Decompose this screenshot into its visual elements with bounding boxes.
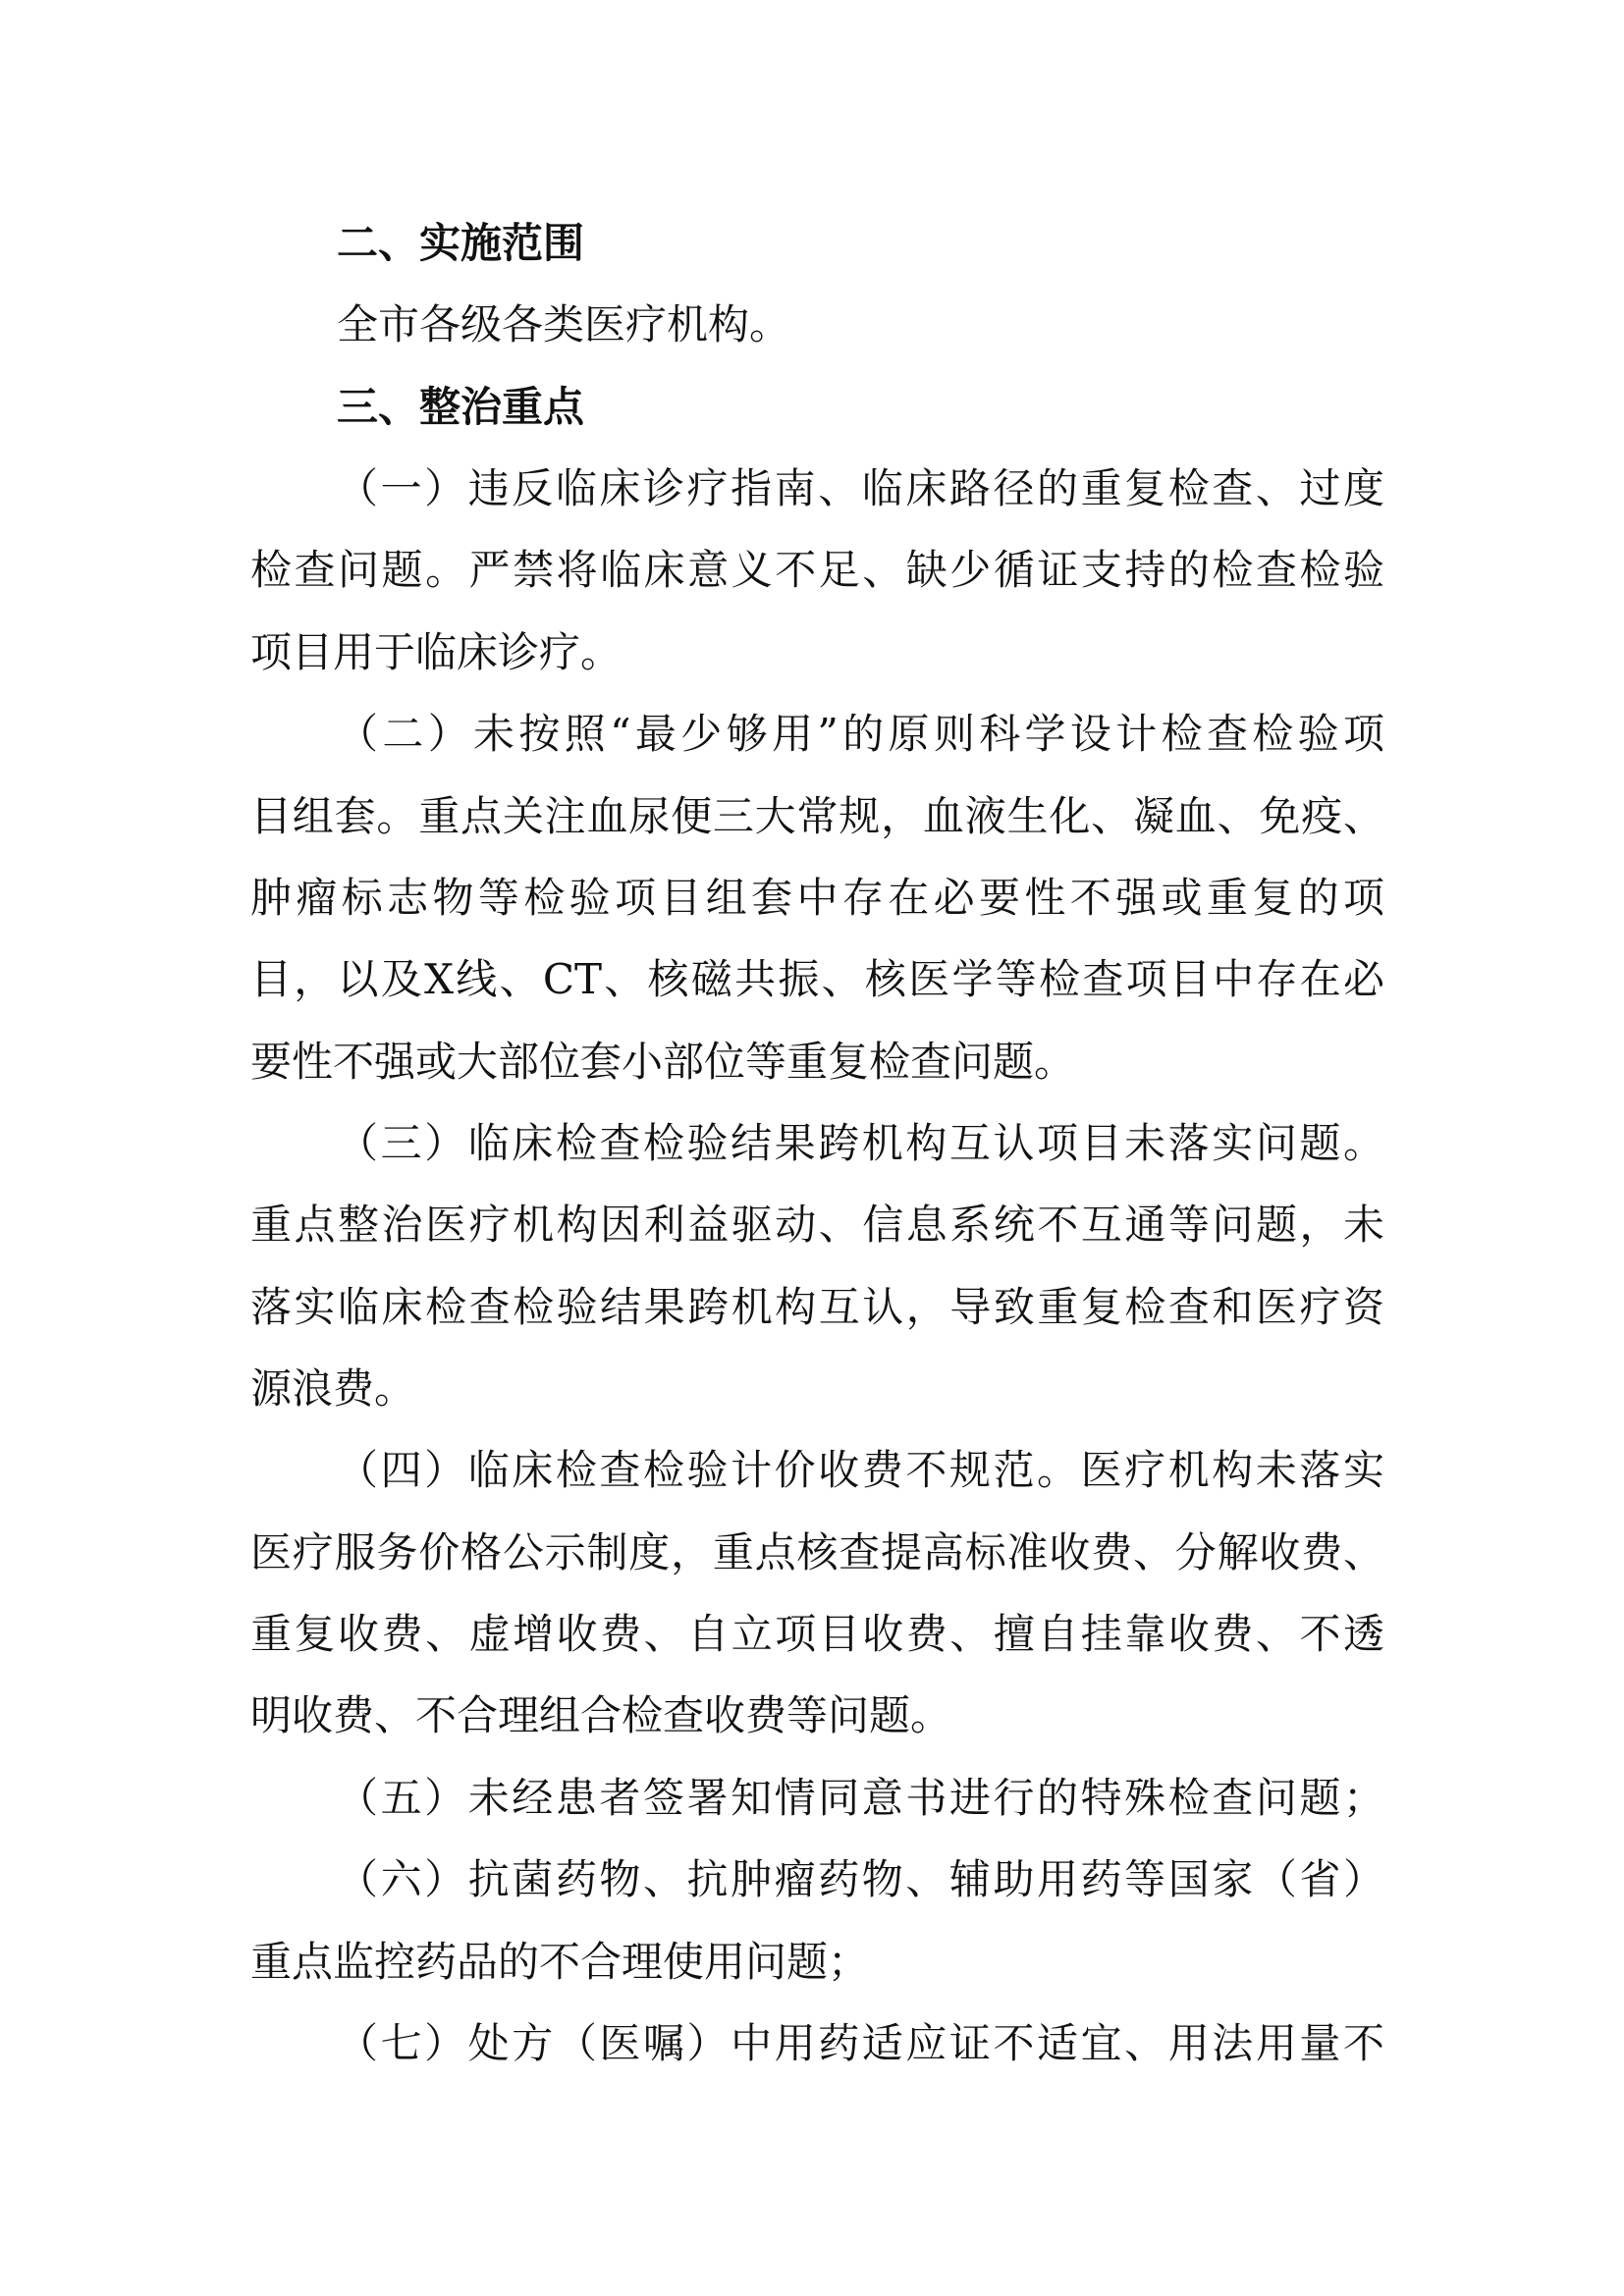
paragraph-line: （五）未经患者签署知情同意书进行的特殊检查问题；: [337, 1773, 1384, 1822]
paragraph-line: 明收费、不合理组合检查收费等问题。: [250, 1691, 952, 1740]
paragraph-line: （七）处方（医嘱）中用药适应证不适宜、用法用量不: [337, 2018, 1384, 2067]
paragraph-item-6: [250, 1839, 1384, 2002]
paragraph-item-7: [250, 2002, 1384, 2084]
paragraph-line: 落实临床检查检验结果跨机构互认，导致重复检查和医疗资: [250, 1282, 1384, 1331]
paragraph-line: （三）临床检查检验结果跨机构互认项目未落实问题。: [337, 1118, 1384, 1167]
paragraph-line: 肿瘤标志物等检验项目组套中存在必要性不强或重复的项: [250, 873, 1384, 922]
paragraph-line: （二）未按照“最少够用”的原则科学设计检查检验项: [337, 710, 1384, 759]
paragraph-line: 重复收费、虚增收费、自立项目收费、擅自挂靠收费、不透: [250, 1610, 1384, 1659]
paragraph-item-5: [250, 1757, 1384, 1839]
paragraph-line: 目组套。重点关注血尿便三大常规，血液生化、凝血、免疫、: [250, 791, 1384, 840]
section-heading-scope: 二、实施范围: [337, 219, 585, 267]
document-body: [250, 202, 1384, 2084]
paragraph-item-1: [250, 448, 1384, 693]
paragraph-line: 检查问题。严禁将临床意义不足、缺少循证支持的检查检验: [250, 546, 1384, 595]
paragraph-line: 重点监控药品的不合理使用问题；: [250, 1937, 870, 1986]
paragraph-line: 项目用于临床诊疗。: [250, 627, 623, 676]
paragraph-line: （六）抗菌药物、抗肿瘤药物、辅助用药等国家（省）: [337, 1855, 1384, 1904]
paragraph-line: （四）临床检查检验计价收费不规范。医疗机构未落实: [337, 1446, 1384, 1495]
section-heading-focus: 三、整治重点: [337, 382, 585, 431]
paragraph-item-3: [250, 1102, 1384, 1429]
paragraph-line: （一）违反临床诊疗指南、临床路径的重复检查、过度: [337, 464, 1384, 513]
paragraph-line: 目，以及X线、CT、核磁共振、核医学等检查项目中存在必: [250, 955, 1384, 1004]
paragraph-item-4: [250, 1429, 1384, 1756]
paragraph-line: 医疗服务价格公示制度，重点核查提高标准收费、分解收费、: [250, 1527, 1384, 1576]
paragraph-line: 源浪费。: [250, 1364, 416, 1414]
paragraph-item-2: [250, 693, 1384, 1102]
paragraph-line: 要性不强或大部位套小部位等重复检查问题。: [250, 1037, 1076, 1086]
section-scope-text: 全市各级各类医疗机构。: [337, 300, 791, 349]
paragraph-line: 重点整治医疗机构因利益驱动、信息系统不互通等问题，未: [250, 1201, 1384, 1250]
